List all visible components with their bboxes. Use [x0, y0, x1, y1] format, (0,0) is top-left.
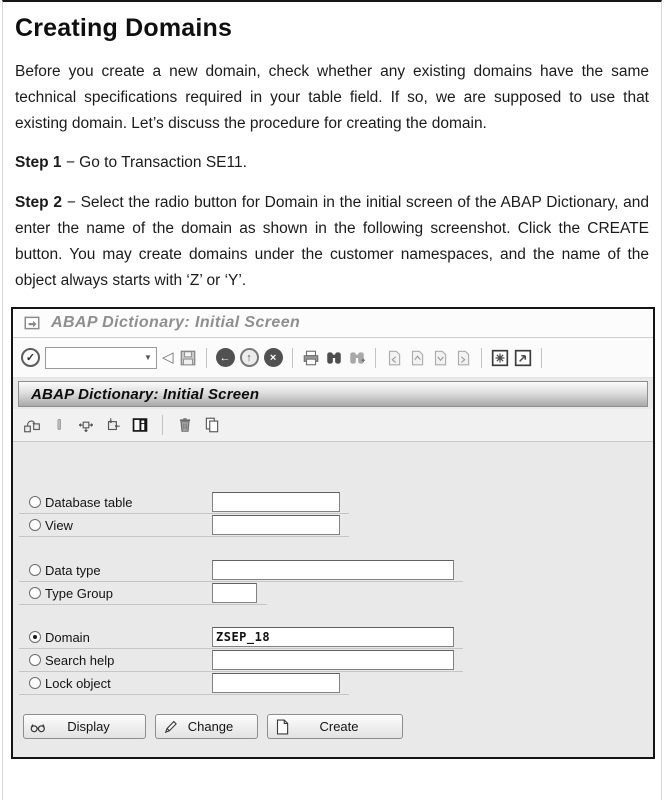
command-input[interactable] [46, 348, 140, 368]
view-input[interactable] [212, 515, 340, 535]
display-button[interactable] [23, 714, 146, 739]
database-table-label: Database table [45, 494, 133, 510]
toolbar-separator [292, 348, 293, 368]
find-icon[interactable] [325, 349, 343, 367]
new-session-icon[interactable] [491, 349, 509, 367]
first-page-icon[interactable] [385, 349, 403, 367]
type-group-input[interactable] [212, 583, 257, 603]
sap-screen-header [18, 381, 648, 407]
database-table-input[interactable] [212, 492, 340, 512]
form-row-database-table [19, 491, 349, 514]
toolbar-separator [541, 348, 542, 368]
search-help-radio[interactable] [29, 654, 41, 666]
environment-icon[interactable] [77, 416, 95, 434]
toolbar-separator [481, 348, 482, 368]
database-table-radio[interactable] [29, 496, 41, 508]
screen-header-title: ABAP Dictionary: Initial Screen [31, 385, 260, 403]
step-2-paragraph [15, 190, 649, 293]
sap-standard-toolbar [13, 338, 653, 378]
cancel-icon[interactable]: × [264, 348, 283, 367]
glasses-icon [29, 718, 47, 736]
window-title: ABAP Dictionary: Initial Screen [51, 314, 301, 332]
marker-icon[interactable] [50, 416, 68, 434]
change-button-label: Change [187, 719, 234, 735]
change-button[interactable] [155, 714, 258, 739]
data-type-radio[interactable] [29, 564, 41, 576]
toolbar-separator [162, 415, 163, 435]
where-used-list-icon[interactable] [23, 416, 41, 434]
screen-icon [23, 314, 41, 332]
type-group-radio[interactable] [29, 587, 41, 599]
domain-radio[interactable] [29, 631, 41, 643]
lock-object-radio[interactable] [29, 677, 41, 689]
technical-info-icon[interactable] [131, 416, 149, 434]
find-next-icon[interactable] [348, 349, 366, 367]
form-row-data-type [19, 559, 463, 582]
chevron-down-icon[interactable]: ▼ [144, 353, 152, 363]
view-label: View [45, 517, 73, 533]
next-page-icon[interactable] [431, 349, 449, 367]
sap-titlebar [13, 309, 653, 338]
form-row-domain [19, 626, 463, 649]
sap-application-toolbar [13, 409, 653, 442]
blank-page-icon [273, 718, 291, 736]
step-2-text: − Select the radio button for Domain in the initial screen of the ABAP Dictionary, and enter the name of the domain as shown in the following screenshot. Click the CREATE button. You may create domains under the customer namespaces, and the name of the object always starts with ‘Z’ or ‘Y’. [15, 194, 649, 289]
data-type-label: Data type [45, 562, 101, 578]
back-triangle-icon[interactable]: ◁ [162, 349, 174, 367]
page-title: Creating Domains [15, 14, 233, 42]
create-button[interactable] [267, 714, 403, 739]
view-radio[interactable] [29, 519, 41, 531]
pencil-icon [161, 718, 179, 736]
step-2-label: Step 2 [15, 194, 62, 212]
delete-icon[interactable] [176, 416, 194, 434]
domain-label: Domain [45, 629, 90, 645]
form-row-lock-object [19, 672, 349, 695]
navigate-exit-icon[interactable]: ↑ [240, 348, 259, 367]
search-help-label: Search help [45, 652, 115, 668]
article-page [2, 0, 662, 800]
type-group-label: Type Group [45, 585, 113, 601]
data-type-input[interactable] [212, 560, 454, 580]
command-field[interactable] [45, 347, 157, 369]
previous-page-icon[interactable] [408, 349, 426, 367]
form-row-search-help [19, 649, 463, 672]
search-help-input[interactable] [212, 650, 454, 670]
step-1-label: Step 1 [15, 154, 62, 172]
navigate-back-icon[interactable]: ← [216, 348, 235, 367]
button-row [19, 714, 653, 739]
create-shortcut-icon[interactable] [514, 349, 532, 367]
display-button-label: Display [67, 719, 110, 735]
step-1-text: − Go to Transaction SE11. [65, 154, 247, 172]
print-icon[interactable] [302, 349, 320, 367]
enter-check-icon[interactable]: ✓ [21, 348, 40, 367]
intro-paragraph: Before you create a new domain, check whether any existing domains have the same technical specifications required in your table field. If so, we are supposed to use that existing domain. Let’s discuss the procedure for creating the domain. [15, 63, 649, 132]
save-icon[interactable] [179, 349, 197, 367]
form-row-view [19, 514, 349, 537]
create-button-label: Create [319, 719, 359, 735]
sap-form-area [13, 442, 653, 757]
lock-object-label: Lock object [45, 675, 111, 691]
sap-window-screenshot [11, 307, 655, 759]
display-object-list-icon[interactable] [104, 416, 122, 434]
form-row-type-group [19, 582, 267, 605]
last-page-icon[interactable] [454, 349, 472, 367]
domain-input[interactable] [212, 627, 454, 647]
copy-icon[interactable] [203, 416, 221, 434]
toolbar-separator [375, 348, 376, 368]
lock-object-input[interactable] [212, 673, 340, 693]
toolbar-separator [206, 348, 207, 368]
step-1-paragraph [15, 150, 649, 176]
